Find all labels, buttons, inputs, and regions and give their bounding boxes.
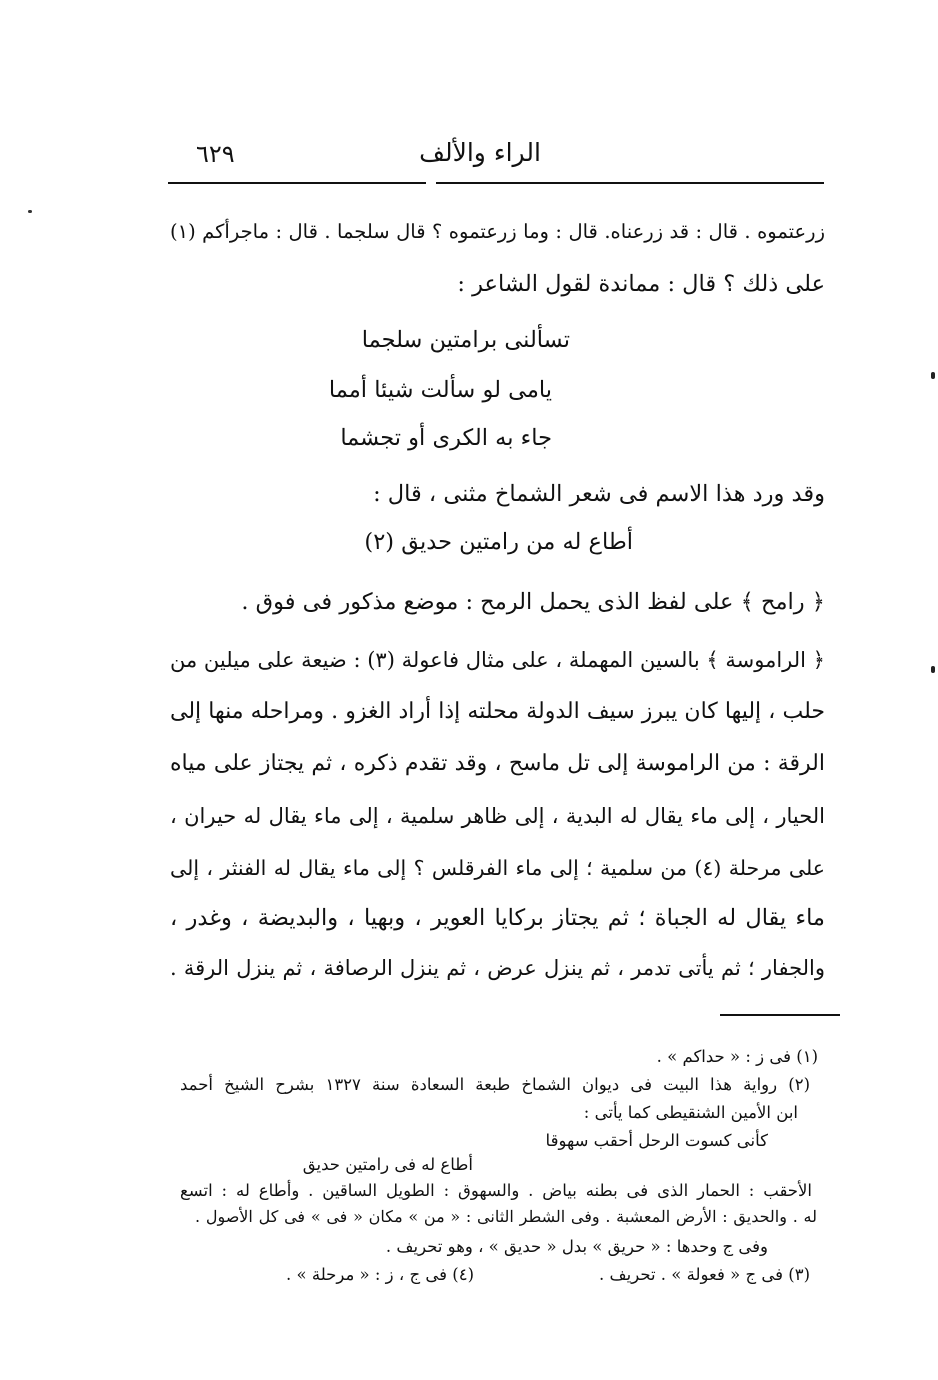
scan-speck bbox=[931, 666, 935, 673]
header-rule-right bbox=[436, 182, 824, 184]
entry-ramousa-line-5: على مرحلة (٤) من سلمية ؛ إلى ماء الفرقلس ؟ إلى ماء يقال له الفنثر ، إلى bbox=[170, 856, 825, 880]
footnote-1: (١) فى ز : « حداكم » . bbox=[656, 1047, 818, 1066]
footnote-rule bbox=[720, 1014, 840, 1016]
running-head-title: الراء والألف bbox=[419, 138, 541, 167]
footnote-4: (٤) فى ج ، ز : « مرحلة » . bbox=[286, 1265, 474, 1284]
footnote-2-verse-hemistich-2: أطاع له فى رامتين حديق bbox=[302, 1155, 473, 1174]
footnote-2-verse-hemistich-1: كأنى كسوت الرحل أحقب سهوقا bbox=[545, 1131, 768, 1150]
header-rule-left bbox=[168, 182, 426, 184]
body-line-2: على ذلك ؟ قال : مماندة لقول الشاعر : bbox=[457, 271, 825, 297]
entry-ramousa-line-6: ماء يقال له الجباة ؛ ثم يجتاز بركايا العوير ، وبهيا ، والبديضة ، وغدر ، bbox=[170, 905, 825, 931]
verse-line-3: جاء به الكرى أو تجشما bbox=[340, 425, 552, 451]
entry-ramousa-line-4: الحيار ، إلى ماء يقال له البدية ، إلى ظاهر سلمية ، إلى ماء يقال له حيران ، bbox=[170, 804, 825, 828]
scan-speck bbox=[28, 210, 32, 213]
entry-ramousa-line-7: والجفار ؛ ثم يأتى تدمر ، ثم ينزل عرض ، ثم ينزل الرصافة ، ثم ينزل الرقة . bbox=[170, 956, 825, 980]
verse-line-4: أطاع له من رامتين حديق (٢) bbox=[364, 529, 633, 555]
footnote-2-line-2: ابن الأمين الشنقيطى كما يأتى : bbox=[583, 1103, 798, 1122]
entry-rameh: ﴿ رامح ﴾ على لفظ الذى يحمل الرمح : موضع مذكور فى فوق . bbox=[241, 589, 825, 615]
verse-line-2: يامى لو سألت شيئا أمما bbox=[328, 377, 552, 403]
body-line-1: زرعتموه . قال : قد زرعناه. قال : وما زرعتموه ؟ قال سلجما . قال : ماجرأكم (١) bbox=[170, 220, 825, 243]
body-line-3: وقد ورد هذا الاسم فى شعر الشماخ مثنى ، قال : bbox=[373, 481, 825, 507]
footnote-2-line-4: له . والحديق : الأرض المعشبة . وفى الشطر الثانى : « من » مكان « فى » فى كل الأصول . bbox=[195, 1207, 818, 1226]
footnote-2-line-1: (٢) رواية هذا البيت فى ديوان الشماخ طبعة السعادة سنة ١٣٢٧ بشرح الشيخ أحمد bbox=[180, 1075, 811, 1094]
footnote-2-line-3: الأحقب : الحمار الذى فى بطنه بياض . والسهوق : الطويل الساقين . وأطاع له : اتسع bbox=[180, 1181, 812, 1200]
footnote-3: (٣) فى ج « فعولة » . تحريف . bbox=[599, 1265, 810, 1284]
entry-ramousa-line-2: حلب ، إليها كان يبرز سيف الدولة محلته إذا أراد الغزو . ومراحله منها إلى bbox=[170, 699, 825, 724]
entry-ramousa-line-1: ﴿ الراموسة ﴾ بالسين المهملة ، على مثال فاعولة (٣) : ضيعة على ميلين من bbox=[170, 648, 825, 672]
verse-line-1: تسألنى برامتين سلجما bbox=[361, 327, 570, 353]
entry-ramousa-line-3: الرقة : من الراموسة إلى تل ماسح ، وقد تقدم ذكره ، ثم يجتاز على مياه bbox=[170, 751, 825, 776]
footnote-2-line-5: وفى ج وحدها : « حريق » بدل « حديق » ، وهو تحريف . bbox=[385, 1237, 768, 1256]
scan-speck bbox=[931, 372, 935, 379]
page-number: ٦٢٩ bbox=[196, 140, 235, 168]
